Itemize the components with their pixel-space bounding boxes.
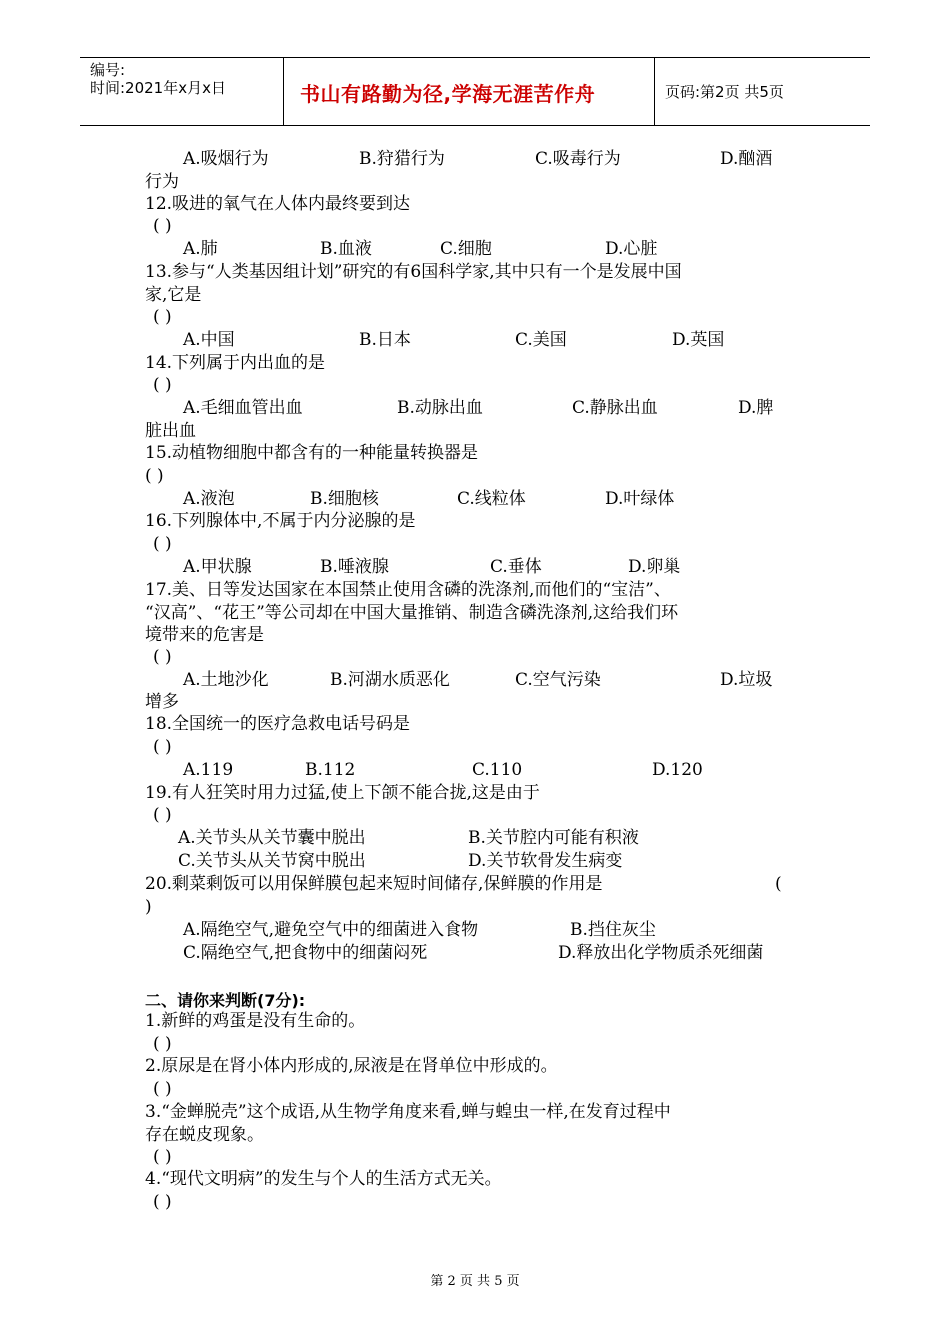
judge3-answer-paren: ( ) bbox=[153, 1147, 172, 1167]
header-top-rule bbox=[80, 57, 870, 58]
q15-option-c: C.线粒体 bbox=[457, 489, 526, 509]
judge1-answer-paren: ( ) bbox=[153, 1034, 172, 1054]
judge2-answer-paren: ( ) bbox=[153, 1079, 172, 1099]
q13-stem-line2: 家,它是 bbox=[145, 285, 202, 305]
footer-page-number: 第 2 页 共 5 页 bbox=[430, 1274, 520, 1289]
q20-option-a: A.隔绝空气,避免空气中的细菌进入食物 bbox=[183, 920, 479, 940]
q17-option-b: B.河湖水质恶化 bbox=[330, 670, 450, 690]
q14-option-d-wrap: 脏出血 bbox=[145, 421, 196, 441]
q19-answer-paren: ( ) bbox=[153, 805, 172, 825]
q20-option-c: C.隔绝空气,把食物中的细菌闷死 bbox=[183, 943, 428, 963]
q16-option-d: D.卵巢 bbox=[628, 557, 681, 577]
q15-option-a: A.液泡 bbox=[183, 489, 235, 509]
q14-option-c: C.静脉出血 bbox=[572, 398, 658, 418]
judge2-stem: 2.原尿是在肾小体内形成的,尿液是在肾单位中形成的。 bbox=[145, 1056, 558, 1076]
q11-option-c: C.吸毒行为 bbox=[535, 149, 621, 169]
q18-answer-paren: ( ) bbox=[153, 737, 172, 757]
q18-option-b: B.112 bbox=[305, 760, 356, 780]
q15-answer-paren: ( ) bbox=[145, 466, 164, 486]
judge4-answer-paren: ( ) bbox=[153, 1192, 172, 1212]
q14-answer-paren: ( ) bbox=[153, 375, 172, 395]
header-number-label: 编号: bbox=[90, 61, 126, 79]
q13-option-d: D.英国 bbox=[672, 330, 725, 350]
q14-option-a: A.毛细血管出血 bbox=[183, 398, 303, 418]
q15-option-d: D.叶绿体 bbox=[605, 489, 675, 509]
q17-option-d-wrap: 增多 bbox=[145, 692, 179, 712]
q16-answer-paren: ( ) bbox=[153, 534, 172, 554]
q20-option-b: B.挡住灰尘 bbox=[570, 920, 656, 940]
q17-option-d: D.垃圾 bbox=[720, 670, 773, 690]
q12-option-c: C.细胞 bbox=[440, 239, 492, 259]
q12-option-b: B.血液 bbox=[320, 239, 372, 259]
header-page-label: 页码:第2页 共5页 bbox=[665, 83, 784, 101]
q12-answer-paren: ( ) bbox=[153, 216, 172, 236]
q19-option-a: A.关节头从关节囊中脱出 bbox=[178, 828, 366, 848]
q12-option-d: D.心脏 bbox=[605, 239, 658, 259]
q20-stem: 20.剩菜剩饭可以用保鲜膜包起来短时间储存,保鲜膜的作用是 bbox=[145, 874, 603, 894]
header-motto: 书山有路勤为径,学海无涯苦作舟 bbox=[300, 82, 596, 106]
q18-option-c: C.110 bbox=[472, 760, 523, 780]
q15-stem: 15.动植物细胞中都含有的一种能量转换器是 bbox=[145, 443, 479, 463]
q18-stem: 18.全国统一的医疗急救电话号码是 bbox=[145, 714, 411, 734]
judge3-stem-line1: 3.“金蝉脱壳”这个成语,从生物学角度来看,蝉与蝗虫一样,在发育过程中 bbox=[145, 1102, 671, 1122]
judge4-stem: 4.“现代文明病”的发生与个人的生活方式无关。 bbox=[145, 1169, 502, 1189]
header-divider-left bbox=[283, 57, 284, 125]
q17-option-c: C.空气污染 bbox=[515, 670, 601, 690]
q17-stem-line2: “汉高”、“花王”等公司却在中国大量推销、制造含磷洗涤剂,这给我们环 bbox=[145, 603, 679, 623]
q19-option-c: C.关节头从关节窝中脱出 bbox=[178, 851, 366, 871]
q16-option-c: C.垂体 bbox=[490, 557, 542, 577]
q13-option-a: A.中国 bbox=[183, 330, 235, 350]
q20-answer-paren-close: ) bbox=[145, 897, 152, 917]
header-time-label: 时间:2021年x月x日 bbox=[90, 79, 226, 97]
q14-option-b: B.动脉出血 bbox=[397, 398, 483, 418]
section2-title: 二、请你来判断(7分): bbox=[145, 991, 306, 1010]
q19-option-d: D.关节软骨发生病变 bbox=[468, 851, 623, 871]
q11-option-d-wrap: 行为 bbox=[145, 172, 179, 192]
q16-option-b: B.唾液腺 bbox=[320, 557, 389, 577]
q13-option-c: C.美国 bbox=[515, 330, 567, 350]
q18-option-d: D.120 bbox=[652, 760, 703, 780]
q13-stem-line1: 13.参与“人类基因组计划”研究的有6国科学家,其中只有一个是发展中国 bbox=[145, 262, 682, 282]
q17-option-a: A.土地沙化 bbox=[183, 670, 269, 690]
header-bottom-rule bbox=[80, 125, 870, 126]
judge1-stem: 1.新鲜的鸡蛋是没有生命的。 bbox=[145, 1011, 366, 1031]
q12-option-a: A.肺 bbox=[183, 239, 218, 259]
q19-stem: 19.有人狂笑时用力过猛,使上下颌不能合拢,这是由于 bbox=[145, 783, 540, 803]
q17-stem-line3: 境带来的危害是 bbox=[145, 625, 264, 645]
q11-option-a: A.吸烟行为 bbox=[183, 149, 269, 169]
header-divider-right bbox=[654, 57, 655, 125]
q20-answer-paren-open: ( bbox=[775, 874, 782, 894]
judge3-stem-line2: 存在蜕皮现象。 bbox=[145, 1125, 264, 1145]
q16-stem: 16.下列腺体中,不属于内分泌腺的是 bbox=[145, 511, 416, 531]
q11-option-d: D.酗酒 bbox=[720, 149, 773, 169]
q17-stem-line1: 17.美、日等发达国家在本国禁止使用含磷的洗涤剂,而他们的“宝洁”、 bbox=[145, 580, 671, 600]
q20-option-d: D.释放出化学物质杀死细菌 bbox=[558, 943, 764, 963]
q18-option-a: A.119 bbox=[183, 760, 234, 780]
q14-option-d: D.脾 bbox=[738, 398, 774, 418]
q15-option-b: B.细胞核 bbox=[310, 489, 379, 509]
q12-stem: 12.吸进的氧气在人体内最终要到达 bbox=[145, 194, 411, 214]
q14-stem: 14.下列属于内出血的是 bbox=[145, 353, 326, 373]
q17-answer-paren: ( ) bbox=[153, 647, 172, 667]
q11-option-b: B.狩猎行为 bbox=[359, 149, 445, 169]
q13-option-b: B.日本 bbox=[359, 330, 411, 350]
q19-option-b: B.关节腔内可能有积液 bbox=[468, 828, 639, 848]
q16-option-a: A.甲状腺 bbox=[183, 557, 252, 577]
q13-answer-paren: ( ) bbox=[153, 307, 172, 327]
